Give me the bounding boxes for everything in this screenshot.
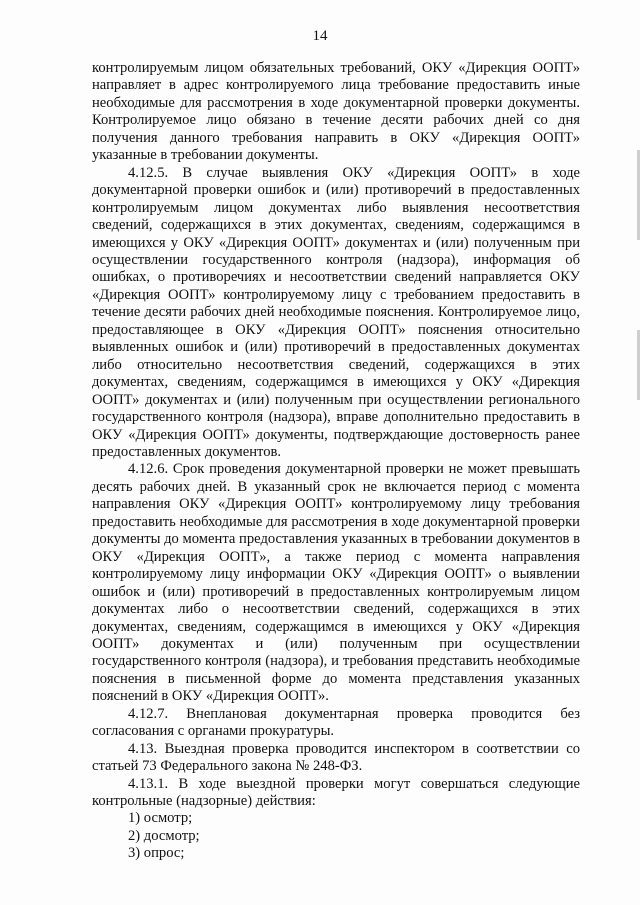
paragraph-4-12-7: 4.12.7. Внеплановая документарная проверка проводится без согласования с органами прокуратуры.: [92, 705, 580, 740]
list-item: 1) осмотр;: [128, 810, 193, 827]
paragraph-4-13: 4.13. Выездная проверка проводится инспектором в соответствии со статьей 73 Федерального закона № 248-ФЗ.: [92, 740, 580, 775]
page-number: 14: [312, 28, 328, 44]
paragraph-4-12-5: 4.12.5. В случае выявления ОКУ «Дирекция ООПТ» в ходе документарной проверки ошибок и (или) противоречий в предоставленных контролируемым лицом документах либо выявления несоответствия сведений, содержащихся в этих документах, сведениям, содержащимся в имеющихся у ОКУ «Дирекция ООПТ» документах и (или) полученным при осуществлении государственного контроля (надзора), информация об ошибках, о противоречиях и несоответствии сведений направляется ОКУ «Дирекция ООПТ» контролируемому лицу с требованием предоставить в течение десяти рабочих дней необходимые пояснения. Контролируемое лицо, предоставляющее в ОКУ «Дирекция ООПТ» пояснения относительно выявленных ошибок и (или) противоречий в предоставленных документах либо относительно несоответствия сведений, содержащихся в этих документах, сведениям, содержащимся в имеющихся у ОКУ «Дирекция ООПТ» документах и (или) полученным при осуществлении регионального государственного контроля (надзора), вправе дополнительно предоставить в ОКУ «Дирекция ООПТ» документы, подтверждающие достоверность ранее предоставленных документов.: [92, 164, 580, 460]
document-body: [92, 60, 580, 863]
list-item: 2) досмотр;: [128, 827, 200, 844]
paragraph-4-13-1: 4.13.1. В ходе выездной проверки могут совершаться следующие контрольные (надзорные) действия:: [92, 775, 580, 810]
list-item: 3) опрос;: [128, 845, 185, 862]
paragraph-4-12-6: 4.12.6. Срок проведения документарной проверки не может превышать десять рабочих дней. В указанный срок не включается период с момента направления ОКУ «Дирекция ООПТ» контролируемому лицу требования предоставить необходимые для рассмотрения в ходе документарной проверки документы до момента предоставления указанных в требовании документов в ОКУ «Дирекция ООПТ», а также период с момента направления контролируемому лицу информации ОКУ «Дирекция ООПТ» о выявлении ошибок и (или) противоречий в предоставленных контролируемым лицом документах либо о несоответствии сведений, содержащихся в этих документах, сведениям, содержащимся в имеющихся у ОКУ «Дирекция ООПТ» документах и (или) полученным при осуществлении государственного контроля (надзора), и требования представить необходимые пояснения в письменной форме до момента представления указанных пояснений в ОКУ «Дирекция ООПТ».: [92, 461, 580, 705]
paragraph-continuation: контролируемым лицом обязательных требований, ОКУ «Дирекция ООПТ» направляет в адрес контролируемого лица требование предоставить иные необходимые для рассмотрения в ходе документарной проверки документы. Контролируемое лицо обязано в течение десяти рабочих дней со дня получения данного требования направить в ОКУ «Дирекция ООПТ» указанные в требовании документы.: [92, 60, 580, 164]
